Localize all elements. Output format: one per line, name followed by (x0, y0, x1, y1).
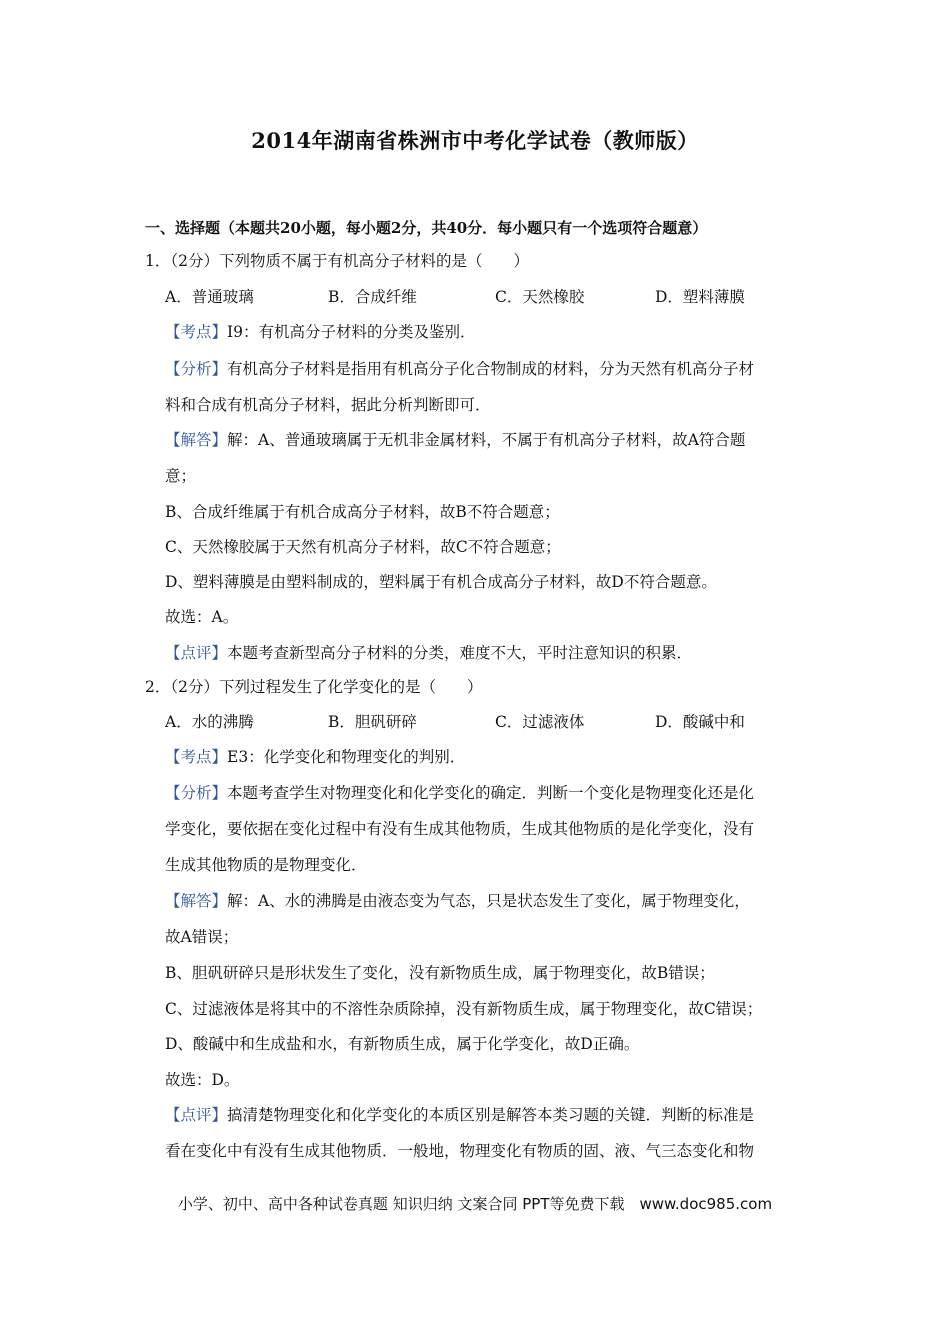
q1-option-c: C．天然橡胶 (495, 288, 585, 306)
kaodian-tag: 【考点】 (165, 323, 228, 341)
q2-kaodian-text: E3：化学变化和物理变化的判别． (227, 748, 466, 766)
q2-jieda-line: C、过滤液体是将其中的不溶性杂质除掉，没有新物质生成，属于物理变化，故C错误； (165, 1000, 763, 1018)
q2-jieda-line: D、酸碱中和生成盐和水，有新物质生成，属于化学变化，故D正确。 (165, 1035, 640, 1053)
q2-dianping-line: 看在变化中有没有生成其他物质．一般地，物理变化有物质的固、液、气三态变化和物 (165, 1142, 755, 1160)
q1-dianping-text: 本题考查新型高分子材料的分类，难度不大，平时注意知识的积累． (227, 644, 693, 662)
q2-fenxi-line: 生成其他物质的是物理变化． (165, 856, 367, 874)
q2-fenxi-line: 学变化，要依据在变化过程中有没有生成其他物质，生成其他物质的是化学变化，没有 (165, 820, 755, 838)
q1-jieda-line: D、塑料薄膜是由塑料制成的，塑料属于有机合成高分子材料，故D不符合题意。 (165, 573, 717, 591)
q1-fenxi-line: 料和合成有机高分子材料，据此分析判断即可． (165, 396, 491, 414)
q1-jieda (165, 428, 745, 452)
q2-jieda-line: B、胆矾研碎只是形状发生了变化，没有新物质生成，属于物理变化，故B错误； (165, 964, 715, 982)
q1-option-a: A．普通玻璃 (165, 288, 254, 306)
q2-kaodian (165, 745, 465, 769)
q1-jieda-line: B、合成纤维属于有机合成高分子材料，故B不符合题意； (165, 503, 560, 521)
q2-dianping (165, 1103, 754, 1127)
question-2-stem: 2．（2分）下列过程发生了化学变化的是（ ） (145, 678, 483, 696)
jieda-tag: 【解答】 (165, 892, 228, 910)
kaodian-tag: 【考点】 (165, 748, 228, 766)
fenxi-tag: 【分析】 (165, 784, 228, 802)
dianping-tag: 【点评】 (165, 1106, 228, 1124)
q1-jieda-line: 故选：A。 (165, 608, 239, 626)
q2-fenxi-line: 本题考查学生对物理变化和化学变化的确定．判断一个变化是物理变化还是化 (227, 784, 755, 802)
q2-dianping-line: 搞清楚物理变化和化学变化的本质区别是解答本类习题的关键．判断的标准是 (227, 1106, 755, 1124)
q1-jieda-line: C、天然橡胶属于天然有机高分子材料，故C不符合题意； (165, 538, 561, 556)
q2-option-d: D．酸碱中和 (655, 713, 745, 731)
q2-fenxi (165, 781, 754, 805)
q2-option-b: B．胆矾研碎 (328, 713, 417, 731)
q2-option-a: A．水的沸腾 (165, 713, 254, 731)
q1-jieda-line: 意； (165, 467, 197, 485)
dianping-tag: 【点评】 (165, 644, 228, 662)
q1-kaodian (165, 320, 476, 344)
fenxi-tag: 【分析】 (165, 360, 228, 378)
q2-jieda-line: 解：A、水的沸腾是由液态变为气态，只是状态发生了变化，属于物理变化， (227, 892, 750, 910)
section-heading: 一、选择题（本题共20小题，每小题2分，共40分．每小题只有一个选项符合题意） (145, 219, 708, 237)
q2-jieda-line: 故A错误； (165, 928, 239, 946)
page-footer: 小学、初中、高中各种试卷真题 知识归纳 文案合同 PPT等免费下载 www.doc985.com (177, 1195, 773, 1213)
q1-fenxi (165, 357, 754, 381)
q1-option-b: B．合成纤维 (328, 288, 417, 306)
q2-option-c: C．过滤液体 (495, 713, 585, 731)
q2-jieda-line: 故选：D。 (165, 1071, 240, 1089)
q1-option-d: D．塑料薄膜 (655, 288, 745, 306)
q2-jieda (165, 889, 750, 913)
q1-jieda-line: 解：A、普通玻璃属于无机非金属材料，不属于有机高分子材料，故A符合题 (227, 431, 746, 449)
jieda-tag: 【解答】 (165, 431, 228, 449)
q1-fenxi-line: 有机高分子材料是指用有机高分子化合物制成的材料，分为天然有机高分子材 (227, 360, 755, 378)
q1-dianping (165, 641, 692, 665)
q1-kaodian-text: I9：有机高分子材料的分类及鉴别． (227, 323, 476, 341)
page-title: 2014年湖南省株洲市中考化学试卷（教师版） (251, 128, 699, 153)
question-1-stem: 1．（2分）下列物质不属于有机高分子材料的是（ ） (145, 252, 529, 270)
